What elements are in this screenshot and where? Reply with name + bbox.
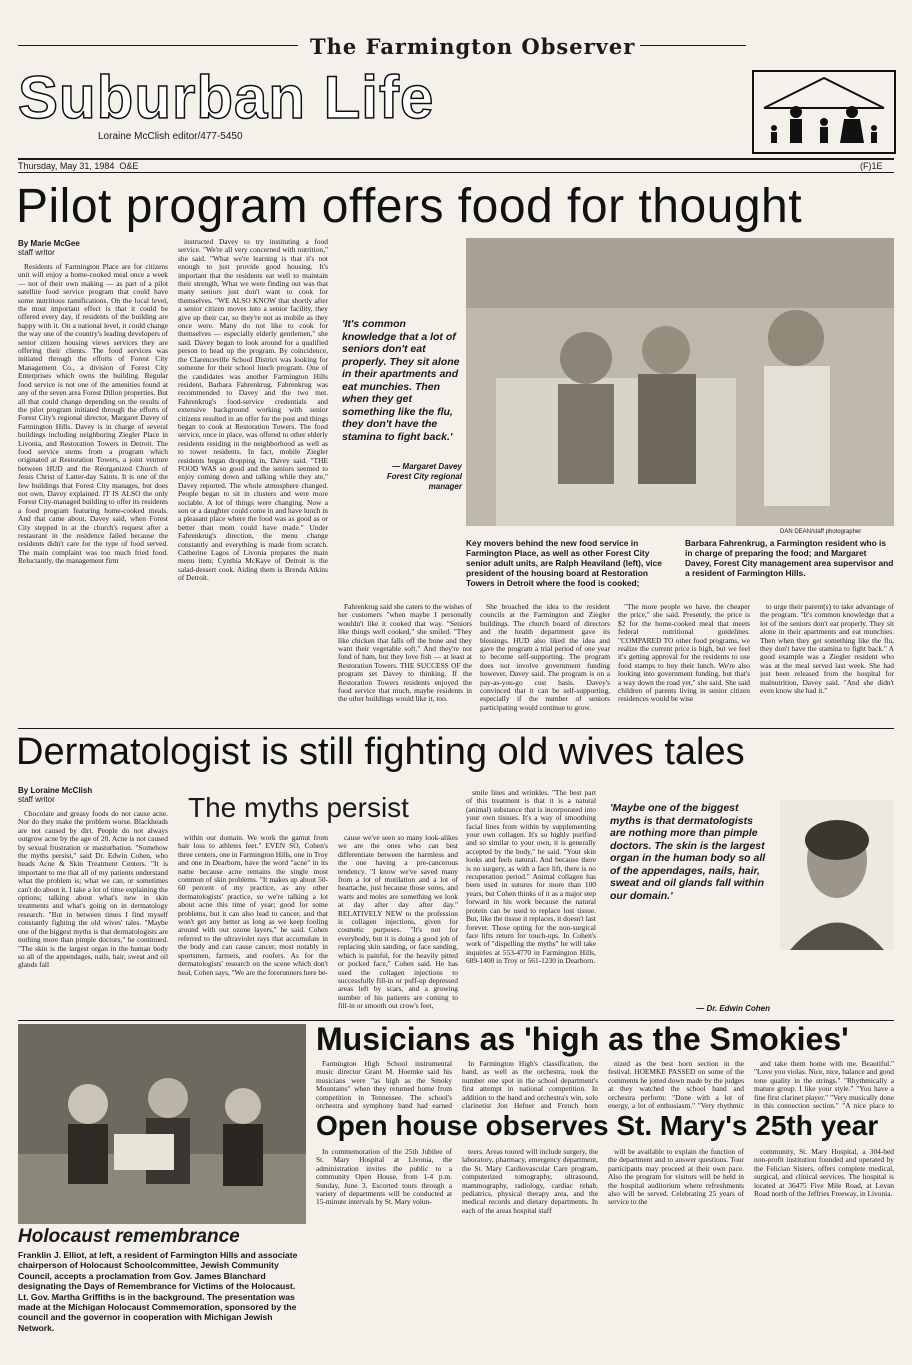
story1-column-1: Residents of Farmington Place are for citizens unit will enjoy a home-cooked meal once a week — not of their own making — as part of a pilot satellite food service program that could have some nutritious ramifications. On the local level, the most important effect is that it could be offered every day, if residents of the building are happy with it. On a national level, it could change the way one of the country's leading developers of senior citizen housing views services they are offering their clients. The food services was initiated through the efforts of Forest City Management Co., a division of Forest City Enterprises which owns the building. Regular food service is not one of the amenities found at any of the seven area Forest Dillon properties. But all that could change depending on the results of the pilot program initiated through the efforts of Forest City's regional director, Margaret Davey of Farmington Hills. Davey is in charge of several buildings including neighboring Ziegler Place in Livonia, and Restoration Towers in Detroit. The food service stems from a program which originated at Restoration Towers, a joint venture between HUD and the Reorganized Church of Jesus Christ of Latter-day Saints. It is one of the few buildings that Forest City manages, but does not own, Davey explained. IT IS ALSO the only Forest City-managed building to offer its residents a food program featuring home-cooked meals. And that came about, Davey said, when Forest City stepped in at the church's request after a restaurant in the residence failed because the residents didn't care for the type of food served. The main complaint was too much fried food. Reluctantly, the management firm <box>18 263 168 566</box>
story5-column-3: will be available to explain the function of the department and to answer questions. Tour participants may proceed at their own pace. Also the program for visitors will be held in the hospital auditorium where refreshments also will be served. Celebrating 25 years of service to the <box>608 1148 744 1207</box>
story1-column-5: "The more people we have, the cheaper the price," she said. Presently, the price is $2 for the home-cooked meal that meets federal nutritional guidelines. "COMPARED TO other food programs, we realize the current price is high, but we feel it's getting approval for the residents to use food stamps to buy their lunch. We're also looking into government funding, but that's a way down the road yet," she said. She said children of parents living in senior citizen residences would be wise <box>618 603 750 704</box>
dateline-rule-bottom <box>18 172 894 173</box>
editor-line: Loraine McClish editor/477-5450 <box>98 131 243 142</box>
masthead-rule-left <box>18 45 298 46</box>
holocaust-title: Holocaust remembrance <box>18 1226 240 1247</box>
dateline: Thursday, May 31, 1984 O&E <box>18 161 139 171</box>
story1-byline: By Marie McGee staff writor <box>18 239 80 257</box>
story1-pullquote-attribution: — Margaret Davey Forest City regional manager <box>386 462 462 491</box>
paper-name: The Farmington Observer <box>310 34 636 59</box>
family-icon <box>754 72 894 152</box>
story2-column-3: cause we've seen so many look-alikes we are the ones who can best differentiate between the harmless and the one having a pre-cancerous tendency. "I know we've saved many from a lot of mutilation and a lot of heartache, just because those sores, and warts and moles are something we look at day after day after day." RELATIVELY NEW to the profession is collagen injections, given for cosmetic purposes. "It's not for everybody, but it is doing a good job of replacing skin sanding, or face sanding, which is painful, for the heavily pitted or pocked face," Cohen said. He has used the collagen injections to successfully fill-in or puff-up depressed areas left by scars, and a growing number of his patients are coming to fill-in or smooth out crow's feet, <box>338 834 458 1011</box>
story3-column-2: In Farmington High's classification, the band, as well as the orchestra, took the number one spot in the school department's first attempt in national competition. In addition to the band and orchestra's win, solo clarinetist Jon Hefner and French horn <box>462 1060 598 1110</box>
story2-column-1: Chocolate and greasy foods do not cause acne. Nor do they make the problem worse. Blackheads are not caused by dirt. People do not always outgrow acne by the age of 20. Acne is not caused by sexual frustration or masturbation. "Somehow the myths persist," said Dr. Edwin Cohen, who heads Acne & Skin Treatment Centers. "It is important to me that all of my patients understand what the problem is; what we can, or sometimes can't do about it. I take a lot of time explaining the options; talking about what's new in skin treatments and what's going on in dermatology research. "But in between times I find myself constantly fighting the old wives' tales. "Maybe one of the biggest myths is that dermatologists are nothing more than pimple doctors," he continued. "The skin is the largest organ in the human body so all of the appendages, nails, hair, sweat and oil glands fall <box>18 810 168 970</box>
story2-column-4: smile lines and wrinkles. "The best part of this treatment is that it is a natural (animal) substance that is incorporated into your own tissues. It's a way of smoothing facial lines from within by supplementing your own collagen. It's so highly purified and so similar to your own, it is generally accepted by the body," he said. "Your skin looks and feels natural. And because there is no surgery, as with a face lift, there is no recuperation period." Animal collagen has been used in sutures for more than 100 years, but Cohen thinks of it as a major step forward in his work because the natural protein can be used to replace lost tissue. But, like the tissue it replaces, it doesn't last forever. Those opting for the non-surgical face lifts return for touch-ups. In Cohen's work of "dispelling the myths" he will take inquiries at 553-4770 in Farmington Hills, 689-1400 in Troy or 561-1230 in Dearborn. <box>466 789 596 966</box>
masthead-rule-right <box>640 45 746 46</box>
story1-column-4: She broached the idea to the resident councils at the Farmington and Ziegler buildings. The church board of directors and the health department gave its blessings. HUD also liked the idea and gave the program a trial period of one year to become self-supporting. The program does not involve government funding however, Davey said. The program is on a pay-as-you-go cost basis. Davey's convinced that it can be self-supporting, especially if the number of seniors participating would continue to grow. <box>480 603 610 712</box>
story2-pullquote-attribution: — Dr. Edwin Cohen <box>696 1004 770 1013</box>
holocaust-photo <box>18 1024 306 1224</box>
story2-subhead: The myths persist <box>188 792 409 823</box>
story1-headline: Pilot program offers food for thought <box>16 180 803 233</box>
dateline-rule-top <box>18 158 894 160</box>
story1-photo <box>466 238 894 526</box>
story3-column-4: and take them home with me. Beautiful." "Love you violas. Nice, nice, balance and good tone quality in the strings." "Rhythmically a mature group. I like your style." "You have a fine first clarinet player." "Very musically done in this connection section." "A nice place to <box>754 1060 894 1110</box>
story5-headline: Open house observes St. Mary's 25th year <box>316 1110 879 1141</box>
story3-column-3: nized as the best horn section in the festival. HOEMKE PASSED on some of the comments he jotted down made by the judges at they watched the school band and orchestra perform: "Done with a lot of energy, a lot of enthusiasm." "Very rhythmic <box>608 1060 744 1110</box>
page-number: (F)1E <box>860 161 883 171</box>
story1-caption-right: Barbara Fahrenkrug, a Farmington resident who is in charge of preparing the food; and Margaret Davey, Forest City management area supervisor and a resident of Farmington Hills. <box>685 538 894 578</box>
section-title: Suburban Life <box>18 64 435 131</box>
story1-column-3: Fahrenkrug said she caters to the wishes of her customers "when maybe I personally wouldn't like it cooked that way. "Seniors like things well cooked," she smiled. "They like chicken that falls off the bone and they want their vegetable soft." And they're not fond of ham, but they love fish — at least at Restoration Towers. THE SUCCESS OF the program set Davey to thinking. If the Restoration Towers residents enjoyed the food service that much, maybe residents in the other buildings would like it, too. <box>338 603 472 704</box>
family-logo <box>752 70 896 154</box>
doctor-portrait <box>780 800 894 950</box>
story3-headline: Musicians as 'high as the Smokies' <box>316 1021 849 1057</box>
story3-column-1: Farmington High School instrumental music director Grant M. Hoemke said his musicians were "as high as the Smoky Mountains" when they returned home from competition in Tennessee. The school's orchestra and symphony band had earned <box>316 1060 452 1110</box>
story1-pullquote: 'It's common knowledge that a lot of seniors don't eat properly. They sit alone in their apartments and eat munchies. Then when they get something like the flu, they don't have the stamina to fight back.' <box>342 318 460 443</box>
story2-rule-top <box>18 728 894 729</box>
story2-byline: By Loraine McClish staff writor <box>18 786 93 804</box>
story5-column-2: teers. Areas toured will include surgery, the laboratory, pharmacy, emergency department, the St. Mary Cardiovascular Care program, computerized tomography, ultrasound, mammography, radiology, cardiac rehab, pediatrics, physical therapy area, and the medical records and dietary departments. In each of the areas hospital staff <box>462 1148 598 1215</box>
story1-caption-left: Key movers behind the new food service in Farmington Place, as well as other Forest City senior adult units, are Ralph Heaviland (left), vice president of the housing board at Restoration Towers in Detroit where the food is cooked; <box>466 538 662 588</box>
story1-column-6: to urge their parent(s) to take advantage of the program. "It's common knowledge that a lot of the seniors don't eat properly. They sit alone in their apartments and eat munchies. Then when they get something like the flu, they don't have the stamina to fight back." A good example was a Ziegler resident who was at the meal served last week. She had just been released from the hospital for malnutrition, Davey said. "And she didn't even know she had it." <box>760 603 894 696</box>
holocaust-caption: Franklin J. Elliot, at left, a resident of Farmington Hills and associate chairperson of Holocaust Schoolcommittee, Jewish Community Council, accepts a proclamation from Gov. James Blanchard designating the Days of Remembrance for Victims of the Holocaust. Lt. Gov. Martha Griffiths is in the background. The presentation was made at the Michigan Holocaust Commemoration, sponsored by the council and the governor in cooperation with Michigan Jewish Network. <box>18 1250 298 1333</box>
story1-column-2: instructed Davey to try instituting a food service. "We're all very concerned with nutrition," she said. "What we're learning is that it's not enough to just provide good housing. It's important that the residents eat well to maintain their strength. What we were finding out was that many seniors just don't want to cook for themselves. "WE ALSO KNOW that shortly after a senior citizen moves into a senior facility, they give up their car, so they're not as mobile as they once were. Many do not like to cook for themselves — especially elderly gentlemen," she said. Davey began to look around for a qualified person to head up the program. By coincidence, the Clarenceville School District was looking for someone for their school lunch program. One of the candidates was another Farmington Hills resident, Barbara Fahrenkrug. Fahrenkrug was recommended to Davey and the two met. Fahrenkrug's food-service credentials and extensive background working with senior citizens resulted in an offer for the post and things began to cook at Restoration Towers. The food service, once in place, was offered to other elderly residents residing in the neighborhood as well as to tower residents. In fact, mobile Ziegler residents began dropping in, Davey said. "THE FOOD WAS so good and the seniors seemed to enjoy coming down and talking while they ate," Davey reported. The whole atmosphere changed. People began to sit in clusters and were more sociable. A lot of things were changing. Now a son or a daughter could come in and have lunch in a pleasant place where the food was as good as or better than mom could have made." Under Fahrenkrug's direction, the menu change constantly and everything is made from scratch. Catherine Lagos of Livonia prepares the main menu item; Cynthia McKaye of Detroit is the salad-dessert cook. Aiding them is Brenda Atkins of Detroit. <box>178 238 328 583</box>
story1-photo-credit: DAN DEAN/staff photographer <box>780 529 862 535</box>
story2-pullquote: 'Maybe one of the biggest myths is that dermatologists are nothing more than pimple doctors. The skin is the largest organ in the human body so all of the appendages, nails, hair, sweat and oil glands fall within our domain.' <box>610 802 766 902</box>
story2-headline: Dermatologist is still fighting old wives tales <box>16 731 745 773</box>
story2-column-2: within our domain. We work the gamut from hair loss to athletes feet." EVEN SO, Cohen's three centers, one in Farmington Hills, one in Troy and one in Dearborn, have the word "acne" in its name because acne remains the single most common of skin problems. "It makes up about 50-60 percent of my practice, as any other dermatologists' practice, so we're talking a lot about acne this time of year; good for some problems, but it can also lead to cancer, and that won't get any better as long as we keep fooling around with our ozone layers," he said. Cohen referred to the ultraviolet rays that accumulate in the body and can cause cancer, most notably in sportsmen, farmers, and roofers. As for the dermatologists' research on the scene which don't heal, Cohen says, "We are the forerunners here be- <box>178 834 328 977</box>
story5-column-4: community, St. Mary Hospital, a 304-bed non-profit institution founded and operated by the Felician Sisters, offers complete medical, surgical, and clinical services. The hospital is located at 36475 Five Mile Road, at Levan Road north of the Jeffries Freeway, in Livonia. <box>754 1148 894 1199</box>
story5-column-1: In commemoration of the 25th Jubilee of St. Mary Hospital at Livonia, the administration invites the public to a community Open House, from 1-4 p.m. Sunday, June 3. Escorted tours through a variety of departments will be conducted at 15-minute intervals by St. Mary volun- <box>316 1148 452 1207</box>
